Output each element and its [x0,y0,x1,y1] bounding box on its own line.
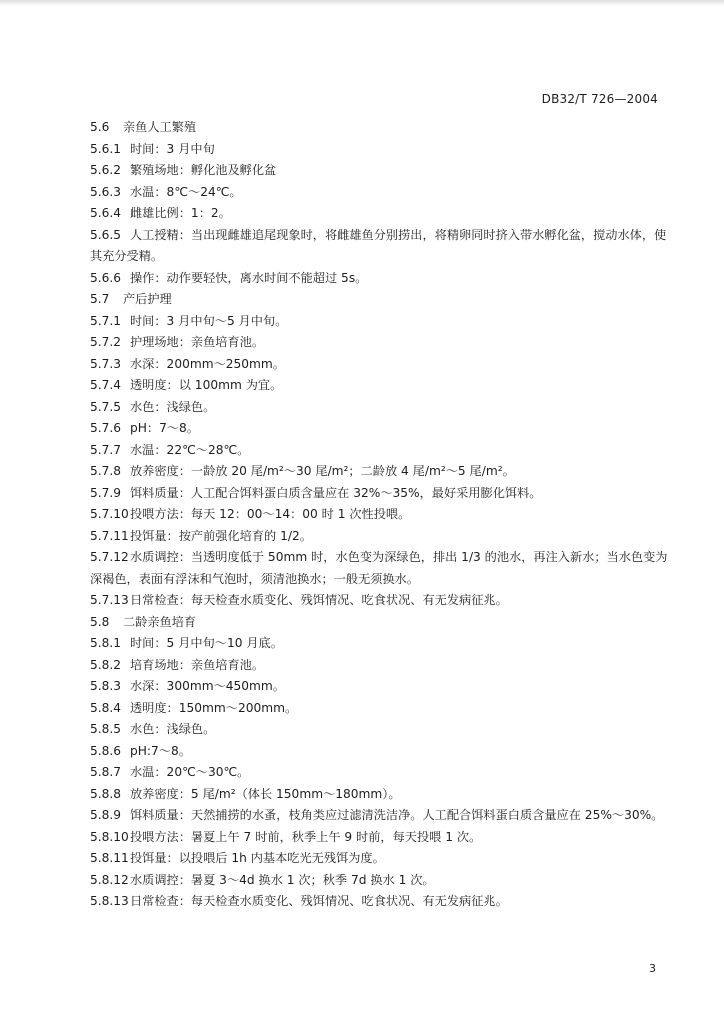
clause-text: 放养密度：5 尾/m²（体长 150mm～180mm）。 [130,786,401,801]
clause-line [90,418,670,440]
clause-line [90,590,670,612]
clause-number: 5.8.6 [90,743,122,758]
clause-number: 5.8.10 [90,829,129,844]
clause-number: 5.7.9 [90,485,122,500]
clause-line [90,848,670,870]
clause-number: 5.6.3 [90,184,122,199]
clause-text: 投饵量：按产前强化培育的 1/2。 [130,528,312,543]
clause-line [90,311,670,333]
clause-text: 时间：3 月中旬～5 月中旬。 [130,313,288,328]
clause-number: 5.7.7 [90,442,122,457]
clause-number: 5.7.8 [90,464,122,478]
clause-line [90,461,670,483]
clause-line [90,741,670,763]
clause-text: 水质调控：当透明度低于 50mm 时，水色变为深绿色，排出 1/3 的池水，再注入新水；当水色变为深褐色，表面有浮沫和气泡时，须清池换水；一般无须换水。 [90,550,668,586]
clause-text: 护理场地：亲鱼培育池。 [130,335,265,349]
clause-number: 5.7 [90,292,110,306]
clause-text: 二龄亲鱼培育 [123,614,197,629]
clause-number: 5.7.11 [90,528,129,543]
clause-number: 5.6.5 [90,227,122,242]
clause-number: 5.6.4 [90,206,122,220]
clause-line [90,762,670,784]
clause-line [90,354,670,376]
clause-line [90,203,670,225]
clause-number: 5.6 [90,120,110,134]
clause-number: 5.7.4 [90,378,122,392]
clause-line [90,633,670,655]
clause-number: 5.8.12 [90,872,129,887]
clause-line [90,698,670,720]
clause-number: 5.6.6 [90,270,122,285]
clause-line [90,891,670,913]
clause-text: 水温：22℃～28℃。 [130,442,250,457]
clause-text: 操作：动作要轻快，离水时间不能超过 5s。 [130,270,368,285]
clause-text: 水深：300mm～450mm。 [130,679,285,693]
clause-text: 水色：浅绿色。 [130,722,216,736]
section-heading [90,612,670,634]
clause-number: 5.8.3 [90,679,122,693]
clause-number: 5.8.7 [90,765,122,779]
clause-number: 5.8.5 [90,722,122,736]
scan-edge-smudge [0,0,724,6]
section-heading [90,289,670,311]
clause-line [90,268,670,290]
clause-text: 水深：200mm～250mm。 [130,356,285,371]
standard-code: DB32/T 726—2004 [541,92,658,106]
clause-text: 水色：浅绿色。 [130,399,216,414]
clause-text: 放养密度：一龄放 20 尾/m²～30 尾/m²；二龄放 4 尾/m²～5 尾/m²。 [130,464,515,478]
clause-number: 5.6.1 [90,141,122,156]
clause-number: 5.8.9 [90,808,122,822]
clause-line [90,870,670,892]
clause-text: 投喂方法：暑夏上午 7 时前，秋季上午 9 时前，每天投喂 1 次。 [130,829,482,844]
clause-line [90,375,670,397]
document-body [90,117,670,913]
clause-text: 水温：20℃～30℃。 [130,765,250,779]
clause-number: 5.7.2 [90,335,122,349]
clause-text: 时间：3 月中旬 [130,141,215,156]
clause-number: 5.7.13 [90,593,129,607]
clause-line [90,827,670,849]
clause-text: 透明度：以 100mm 为宜。 [130,378,283,392]
clause-text: 繁殖场地：孵化池及孵化盆 [130,163,277,177]
clause-text: 水质调控：暑夏 3～4d 换水 1 次；秋季 7d 换水 1 次。 [130,872,435,887]
clause-number: 5.7.6 [90,421,122,435]
clause-line [90,160,670,182]
clause-number: 5.8.1 [90,636,122,650]
clause-text: 日常检查：每天检查水质变化、残饵情况、吃食状况、有无发病征兆。 [130,593,508,607]
clause-number: 5.7.10 [90,507,129,521]
clause-text: 透明度：150mm～200mm。 [130,700,298,715]
clause-line [90,526,670,548]
clause-text: 雌雄比例：1：2。 [130,206,231,220]
clause-line [90,547,670,590]
clause-text: 人工授精：当出现雌雄追尾现象时，将雌雄鱼分别捞出，将精卵同时挤入带水孵化盆，搅动水体，使其充分受精。 [90,227,667,263]
clause-text: 亲鱼人工繁殖 [123,120,197,134]
clause-line [90,719,670,741]
clause-text: 产后护理 [123,292,172,306]
clause-number: 5.8 [90,614,110,629]
clause-line [90,440,670,462]
clause-text: 日常检查：每天检查水质变化、残饵情况、吃食状况、有无发病征兆。 [130,894,508,908]
clause-number: 5.7.5 [90,399,122,414]
clause-number: 5.8.13 [90,894,129,908]
clause-text: 饵料质量：人工配合饵料蛋白质含量应在 32%～35%，最好采用膨化饵料。 [130,485,542,500]
clause-number: 5.8.8 [90,786,122,801]
clause-line [90,225,670,268]
clause-text: pH：7～8。 [130,421,199,435]
clause-number: 5.6.2 [90,163,122,177]
clause-line [90,805,670,827]
clause-number: 5.7.1 [90,313,122,328]
clause-number: 5.7.12 [90,550,129,564]
clause-line [90,504,670,526]
clause-text: 培育场地：亲鱼培育池。 [130,657,265,672]
clause-line [90,676,670,698]
clause-text: 投喂方法：每天 12：00～14：00 时 1 次性投喂。 [130,507,411,521]
clause-text: 时间：5 月中旬～10 月底。 [130,636,283,650]
clause-text: pH:7～8。 [130,743,191,758]
clause-line [90,784,670,806]
clause-number: 5.8.4 [90,700,122,715]
clause-line [90,182,670,204]
page-number: 3 [649,962,656,975]
section-heading [90,117,670,139]
clause-line [90,483,670,505]
clause-text: 饵料质量：天然捕捞的水蚤，枝角类应过滤清洗洁净。人工配合饵料蛋白质含量应在 25%～30%。 [130,808,664,822]
clause-line [90,332,670,354]
clause-text: 水温：8℃～24℃。 [130,184,242,199]
clause-line [90,139,670,161]
clause-number: 5.8.2 [90,657,122,672]
clause-line [90,655,670,677]
clause-number: 5.7.3 [90,356,122,371]
clause-line [90,397,670,419]
clause-text: 投饵量：以投喂后 1h 内基本吃光无残饵为度。 [130,851,385,865]
clause-number: 5.8.11 [90,851,129,865]
